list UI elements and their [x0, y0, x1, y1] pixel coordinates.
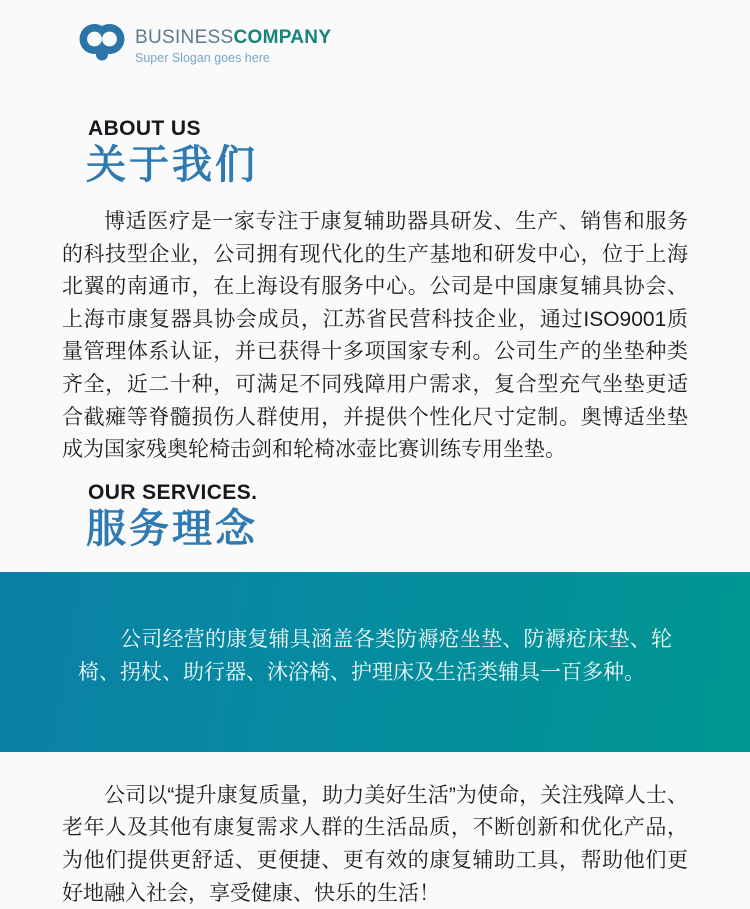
closing-paragraph: 公司以“提升康复质量，助力美好生活”为使命，关注残障人士、老年人及其他有康复需求人群的生活品质，不断创新和优化产品，为他们提供更舒适、更便捷、更有效的康复辅助工具，帮助他们更好地融入社会，享受健康、快乐的生活！: [62, 783, 688, 905]
about-eyebrow: ABOUT US: [88, 117, 201, 140]
company-logo-icon: [78, 23, 126, 69]
brand-name: [135, 27, 331, 49]
section-about: [0, 116, 750, 467]
brand-name-secondary: COMPANY: [233, 26, 332, 48]
services-eyebrow: OUR SERVICES.: [88, 480, 258, 504]
services-title: 服务理念: [86, 506, 258, 551]
brand-header: [78, 18, 750, 74]
services-banner: [0, 572, 750, 752]
brand-name-primary: BUSINESS: [135, 26, 234, 48]
brand-slogan: Super Slogan goes here: [135, 50, 270, 65]
section-services: [0, 480, 750, 552]
about-paragraph: 博适医疗是一家专注于康复辅助器具研发、生产、销售和服务的科技型企业，公司拥有现代化的生产基地和研发中心，位于上海北翼的南通市，在上海设有服务中心。公司是中国康复辅具协会、上海市康复器具协会成员，江苏省民营科技企业，通过ISO9001质量管理体系认证，并已获得十多项国家专利。公司生产的坐垫种类齐全，近二十种，可满足不同残障用户需求，复合型充气坐垫更适合截瘫等脊髓损伤人群使用，并提供个性化尺寸定制。奥博适坐垫成为国家残奥轮椅击剑和轮椅冰壶比赛训练专用坐垫。: [62, 210, 688, 462]
brand-text: [135, 27, 331, 66]
banner-paragraph: 公司经营的康复辅具涵盖各类防褥疮坐垫、防褥疮床垫、轮椅、拐杖、助行器、沐浴椅、护理床及生活类辅具一百多种。: [78, 627, 672, 684]
about-title: 关于我们: [86, 143, 258, 187]
